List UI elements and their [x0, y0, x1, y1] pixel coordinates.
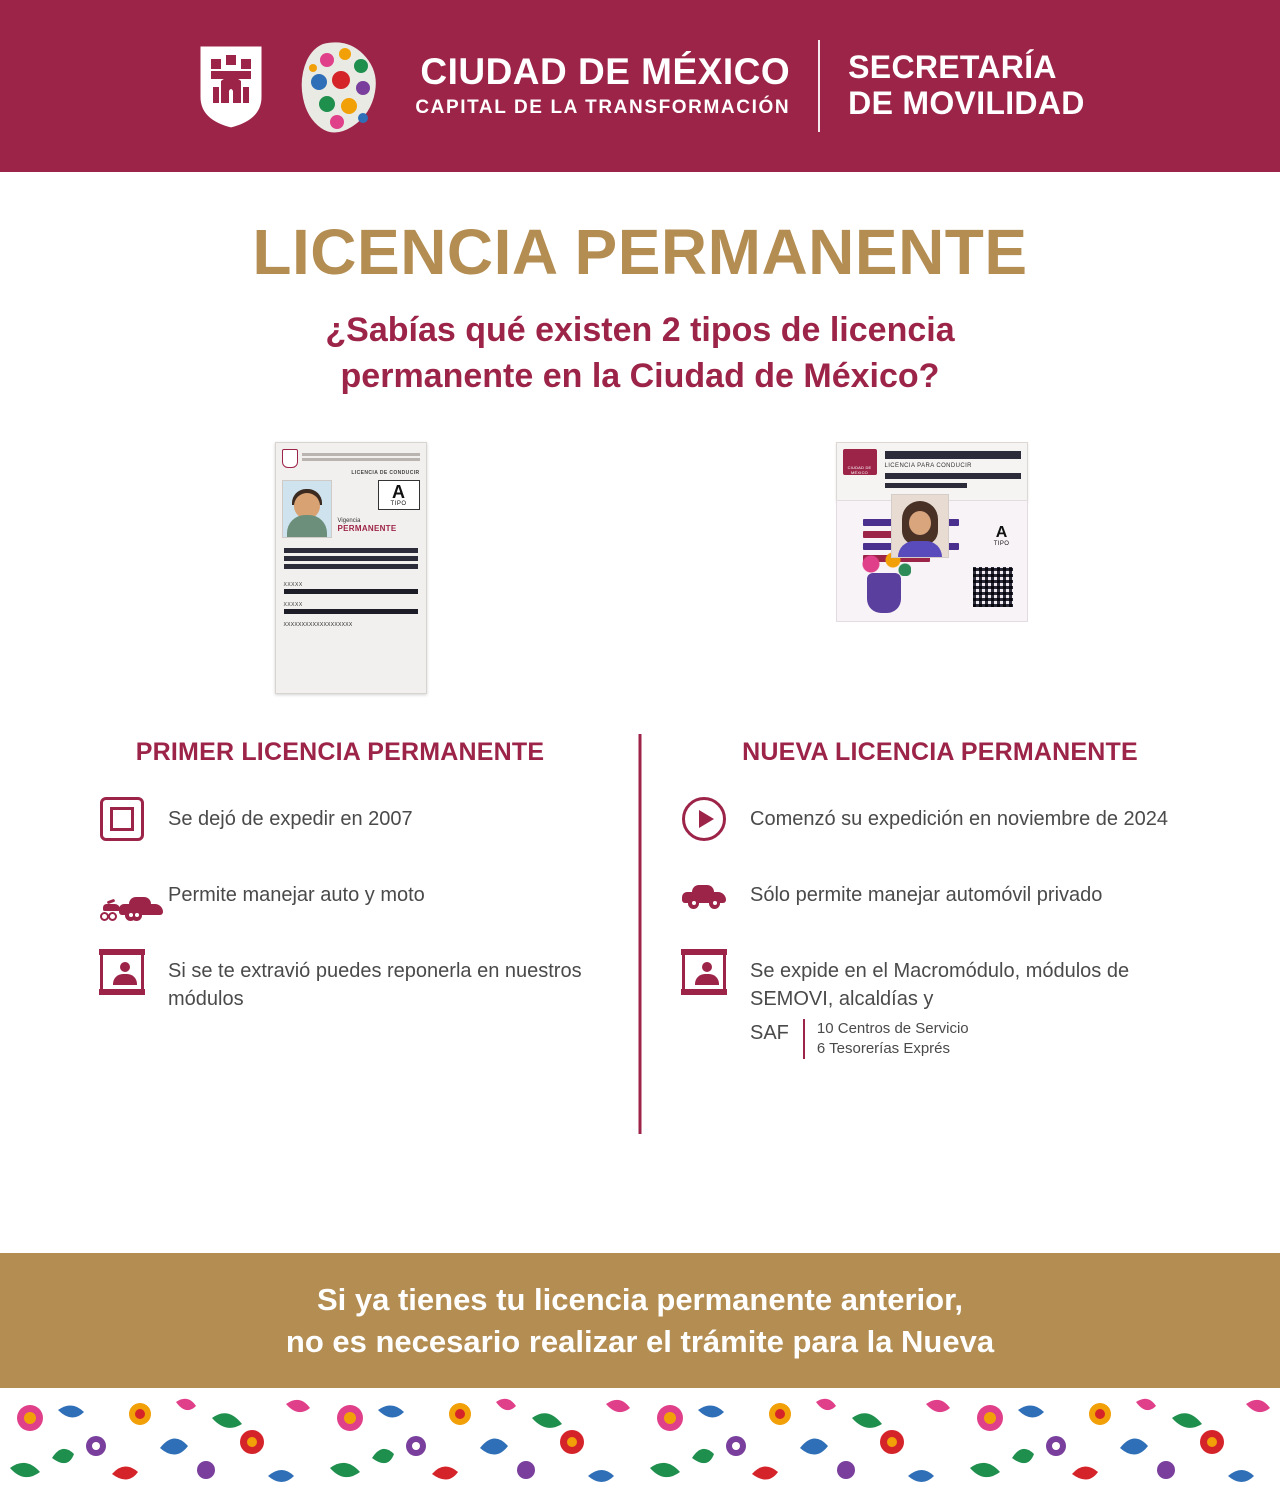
service-module-icon — [682, 949, 730, 997]
license-images-row — [40, 442, 1240, 712]
primer-licencia-card-image — [275, 442, 427, 694]
motorcycle-icon — [100, 899, 117, 921]
header-divider — [818, 40, 820, 132]
old-card-field-3: XXXXXXXXXXXXXXXXXXX — [283, 621, 353, 628]
new-card-doc-title: LICENCIA PARA CONDUCIR — [884, 462, 972, 469]
brand-city-name: CIUDAD DE MÉXICO — [420, 51, 791, 93]
service-module-icon — [100, 949, 148, 997]
bullet-donde-se-expide — [662, 949, 1218, 1060]
new-card-type-letter: A — [995, 523, 1008, 541]
new-card-tag-text: CIUDAD DE MÉXICO — [847, 464, 872, 475]
brand-city-tagline: CAPITAL DE LA TRANSFORMACIÓN — [415, 96, 791, 118]
bullet-text: Se dejó de expedir en 2007 — [168, 807, 413, 830]
car-icon — [682, 873, 730, 921]
column-heading-nueva: NUEVA LICENCIA PERMANENTE — [742, 737, 1138, 766]
bullet-reposicion-modulos — [62, 949, 618, 1013]
play-circle-icon — [682, 797, 730, 845]
old-card-body — [276, 476, 426, 542]
column-primer-licencia — [40, 738, 640, 1088]
old-card-header-lines — [302, 453, 420, 463]
bullet-se-dejo-expedir — [62, 797, 618, 845]
bullet-text: Sólo permite manejar automóvil privado — [750, 883, 1103, 906]
bullet-text: Se expide en el Macromódulo, módulos de SEMOVI, alcaldías y — [750, 959, 1130, 1010]
old-card-stripes — [276, 542, 426, 569]
saf-row — [750, 1019, 1218, 1060]
nueva-licencia-card-image — [836, 442, 1026, 692]
column-divider — [639, 734, 642, 1134]
saf-note-line-1: 10 Centros de Servicio — [816, 1019, 969, 1037]
new-card-vase-art — [867, 573, 901, 613]
old-card-field-2: XXXXX — [283, 601, 303, 608]
bullet-auto-y-moto — [62, 873, 618, 921]
old-card-type-letter: A — [392, 481, 405, 502]
bullet-content — [750, 949, 1218, 1060]
main-content — [0, 216, 1280, 1087]
bullet-text: Permite manejar auto y moto — [168, 883, 425, 906]
new-card-cdmx-tag — [843, 449, 877, 475]
square-stop-icon — [100, 797, 148, 845]
secretary-line-1: SECRETARÍA — [848, 49, 1057, 86]
cdmx-shield-icon — [195, 41, 267, 131]
footer-banner — [0, 1253, 1280, 1388]
car-icon — [119, 895, 148, 921]
saf-note — [803, 1019, 969, 1060]
brand-city-block — [415, 53, 790, 119]
new-card-photo — [891, 494, 949, 558]
old-card-validity-label: Vigencia — [337, 517, 361, 524]
old-card-header — [276, 443, 426, 468]
bullet-text: Si se te extravió puedes reponerla en nuestros módulos — [168, 959, 582, 1010]
page-subtitle: ¿Sabías qué existen 2 tipos de licencia permanente en la Ciudad de México? — [325, 311, 955, 395]
old-card-fields — [276, 572, 426, 614]
banner-line-1: Si ya tienes tu licencia permanente anterior, — [316, 1281, 964, 1317]
old-card-right — [338, 480, 420, 538]
old-card-type-label: TIPO — [390, 500, 407, 507]
old-card-doc-title: LICENCIA DE CONDUCIR — [351, 469, 420, 476]
new-card-qr-code — [973, 567, 1013, 607]
comparison-columns — [40, 738, 1240, 1088]
decorative-folk-art-strip — [0, 1388, 1280, 1493]
banner-text — [286, 1279, 994, 1363]
saf-label: SAF — [750, 1021, 789, 1044]
page-header — [0, 0, 1280, 172]
bullet-comenzo-expedicion — [662, 797, 1218, 845]
old-card-type-box — [378, 480, 420, 510]
bullet-text: Comenzó su expedición en noviembre de 2024 — [750, 807, 1169, 830]
old-card-field-1: XXXXX — [283, 581, 303, 588]
secretary-line-2: DE MOVILIDAD — [848, 85, 1085, 121]
banner-line-2: no es necesario realizar el trámite para la Nueva — [285, 1323, 995, 1359]
column-nueva-licencia — [640, 738, 1240, 1088]
saf-note-line-2: 6 Tesorerías Exprés — [816, 1040, 951, 1058]
motorcycle-and-car-icon — [100, 873, 148, 921]
column-heading-primer: PRIMER LICENCIA PERMANENTE — [135, 737, 545, 766]
new-card-top — [836, 442, 1028, 502]
new-card-type-label: TIPO — [993, 540, 1010, 547]
new-card-type-box — [987, 525, 1017, 547]
page-title: LICENCIA PERMANENTE — [252, 216, 1028, 288]
old-card-photo — [282, 480, 332, 538]
bullet-solo-automovil — [662, 873, 1218, 921]
old-card-validity-value: PERMANENTE — [337, 523, 397, 533]
brand-secretary-block — [848, 50, 1085, 122]
old-card-shield-icon — [282, 449, 298, 468]
cdmx-heart-emblem-icon — [293, 36, 389, 136]
header-titles — [415, 40, 1084, 132]
folk-art-pattern — [0, 1388, 1280, 1493]
